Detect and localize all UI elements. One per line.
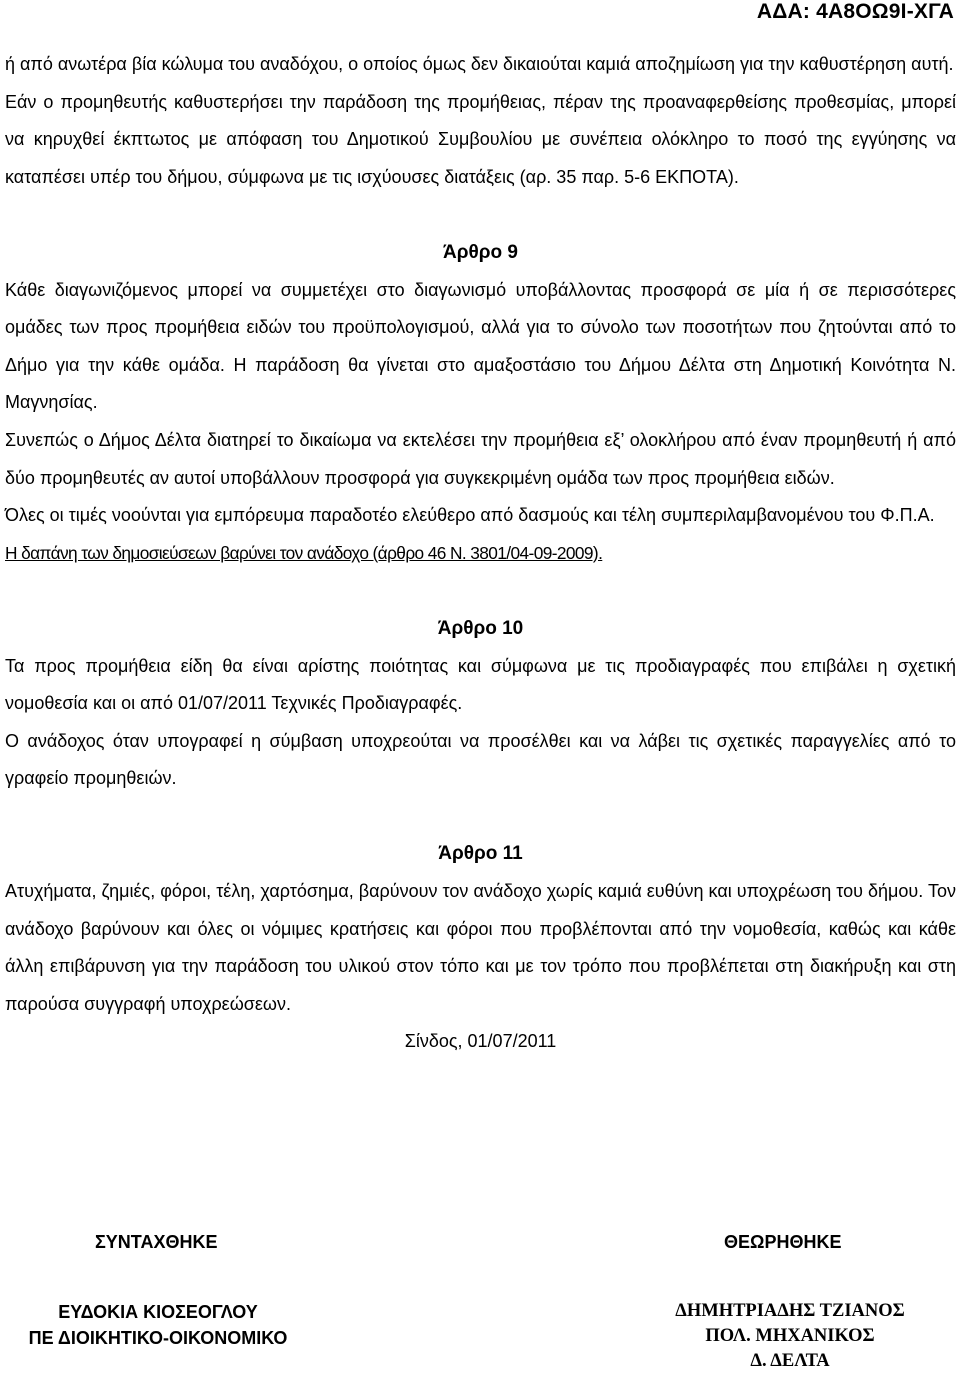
article-10-paragraph-2: Ο ανάδοχος όταν υπογραφεί η σύμβαση υποχρεούται να προσέλθει και να λάβει τις σχετικές παραγγελίες από το γραφείο προμηθειών. [5,730,956,789]
signature-right-name: ΔΗΜΗΤΡΙΑΔΗΣ ΤΖΙΑΝΟΣ [675,1301,905,1321]
document-body [5,46,956,1061]
article-9-paragraph-1: Κάθε διαγωνιζόμενος μπορεί να συμμετέχει στο διαγωνισμό υποβάλλοντας προσφορά σε μία ή σε περισσότερες ομάδες των προς προμήθεια ειδών του προϋπολογισμού, αλλά για το σύνολο των ποσοτήτων που ζητούνται από το Δήμο για την κάθε ομάδα. Η παράδοση θα γίνεται στο αμαξοστάσιο του Δήμου Δέλτα στη Δημοτική Κοινότητα Ν. Μαγνησίας. [5,279,956,413]
spacer [5,798,956,836]
signature-left-name: ΕΥΔΟΚΙΑ ΚΙΟΣΕΟΓΛΟΥ [58,1302,258,1322]
continuation-paragraph-1: ή από ανωτέρα βία κώλυμα του αναδόχου, ο οποίος όμως δεν δικαιούται καμιά αποζημίωση για την καθυστέρηση αυτή. [5,54,954,74]
signature-left-block [0,1299,316,1351]
continuation-paragraph-2: Εάν ο προμηθευτής καθυστερήσει την παράδοση της προμήθειας, πέραν της προαναφερθείσης προθεσμίας, μπορεί να κηρυχθεί έκπτωτος με απόφαση του Δημοτικού Συμβουλίου με συνέπεια ολόκληρο το ποσό της εγγύησης να καταπέσει υπέρ του δήμου, σύμφωνα με τις ισχύουσες διατάξεις (αρ. 35 παρ. 5-6 ΕΚΠΟΤΑ). [5,91,956,187]
article-10-title: Άρθρο 10 [437,617,524,639]
article-10-paragraph-1: Τα προς προμήθεια είδη θα είναι αρίστης ποιότητας και σύμφωνα με τις προδιαγραφές που επιβάλει η σχετική νομοθεσία και οι από 01/07/2011 Τεχνικές Προδιαγραφές. [5,655,956,714]
signature-left-title: ΠΕ ΔΙΟΙΚΗΤΙΚΟ-ΟΙΚΟΝΟΜΙΚΟ [28,1328,288,1348]
article-11-title: Άρθρο 11 [438,843,523,865]
spacer [5,196,956,234]
article-11-paragraph-1: Ατυχήματα, ζημιές, φόροι, τέλη, χαρτόσημα, βαρύνουν τον ανάδοχο χωρίς καμιά ευθύνη και υποχρέωση του δήμου. Τον ανάδοχο βαρύνουν και όλες οι νόμιμες κρατήσεις και φόροι που προβλέπονται από την νομοθεσία, καθώς και κάθε άλλη επιβάρυνση για την παράδοση του υλικού στον τόπο και με τον τρόπο που προβλέπεται στη διακήρυξη και στη παρούσα συγγραφή υποχρεώσεων. [5,881,956,1014]
place-date: Σίνδος, 01/07/2011 [404,1031,557,1052]
signature-left-role: ΣΥΝΤΑΧΘΗΚΕ [95,1232,218,1252]
signature-right-title: ΠΟΛ. ΜΗΧΑΝΙΚΟΣ [705,1326,875,1346]
article-9-paragraph-2: Συνεπώς ο Δήμος Δέλτα διατηρεί το δικαίωμα να εκτελέσει την προμήθεια εξ’ ολοκλήρου από έναν προμηθευτή ή από δύο προμηθευτές αν αυτοί υποβάλλουν προσφορά για συγκεκριμένη ομάδα των προς προμήθεια ειδών. [5,429,956,488]
article-9-publication-cost: Η δαπάνη των δημοσιεύσεων βαρύνει τον ανάδοχο (άρθρο 46 Ν. 3801/04-09-2009). [5,542,603,563]
signature-right-org: Δ. ΔΕΛΤΑ [750,1351,830,1371]
article-9-title: Άρθρο 9 [443,241,518,263]
article-9-paragraph-3: Όλες οι τιμές νοούνται για εμπόρευμα παραδοτέο ελεύθερο από δασμούς και τέλη συμπεριλαμβανομένου του Φ.Π.Α. [5,505,935,526]
signature-right-block [600,1299,960,1374]
ada-code: ΑΔΑ: 4Α8ΟΩ9Ι-ΧΓΑ [756,0,954,23]
spacer [5,572,956,610]
signature-right-role: ΘΕΩΡΗΘΗΚΕ [724,1232,842,1252]
